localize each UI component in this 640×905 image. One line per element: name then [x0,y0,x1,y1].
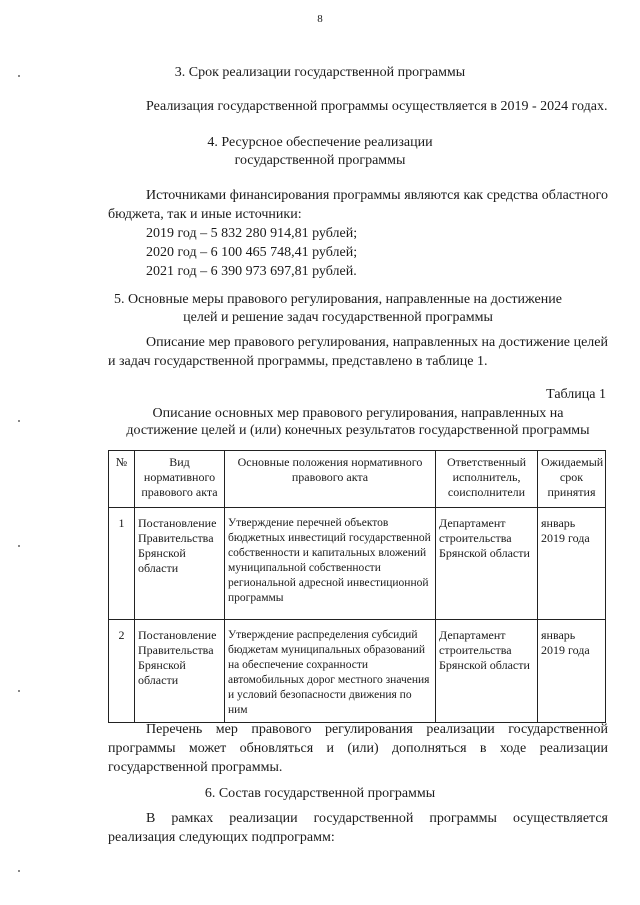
header-act-type: Вид нормативного правового акта [135,451,225,508]
section4-title-line2: государственной программы [234,153,406,168]
row-act-type: Постановление Правительства Брянской области [135,620,225,723]
table-caption-line2: достижение целей и (или) конечных результатов государственной программы [126,423,590,438]
funding-item-2021: 2021 год – 6 390 973 697,81 рублей. [146,264,357,279]
scan-speck [18,545,20,547]
section3-title: 3. Срок реализации государственной программы [174,65,466,80]
header-provisions: Основные положения нормативного правового акта [225,451,436,508]
row-responsible: Департамент строительства Брянской области [436,620,538,723]
row-term: январь 2019 года [538,508,606,620]
row-responsible: Департамент строительства Брянской области [436,508,538,620]
row-provisions: Утверждение перечней объектов бюджетных инвестиций государственной собственности и капитальных вложений муниципальной собственности региональной адресной инвестиционной программы [225,508,436,620]
header-num: № [109,451,135,508]
row-act-type: Постановление Правительства Брянской области [135,508,225,620]
funding-item-2020: 2020 год – 6 100 465 748,41 рублей; [146,245,358,260]
scan-speck [18,690,20,692]
row-num: 1 [109,508,135,620]
table-header-row [109,451,606,508]
row-provisions: Утверждение распределения субсидий бюджетам муниципальных образований на обеспечение сохранности автомобильных дорог местного значения и условий безопасности движения по ним [225,620,436,723]
section5-title-line2: целей и решение задач государственной программы [183,310,493,325]
after-table-text: Перечень мер правового регулирования реализации государственной программы может обновляться и (или) дополняться в ходе реализации государственной программы. [108,722,608,775]
section4-title-line1: 4. Ресурсное обеспечение реализации [207,135,433,150]
scan-speck [18,75,20,77]
section6-title: 6. Состав государственной программы [204,786,436,801]
header-responsible: Ответственный исполнитель, соисполнители [436,451,538,508]
table-row [109,508,606,620]
section5-text: Описание мер правового регулирования, направленных на достижение целей и задач государственной программы, представлено в таблице 1. [108,335,608,369]
scan-speck [18,870,20,872]
row-num: 2 [109,620,135,723]
section3-text: Реализация государственной программы осуществляется в 2019 - 2024 годах. [146,99,608,114]
table-row [109,620,606,723]
table-caption-line1: Описание основных мер правового регулирования, направленных на [152,406,564,421]
page-number: 8 [317,13,323,25]
funding-item-2019: 2019 год – 5 832 280 914,81 рублей; [146,226,358,241]
row-term: январь 2019 года [538,620,606,723]
table-label: Таблица 1 [546,387,606,402]
legal-measures-table [108,450,606,723]
section5-title-line1: 5. Основные меры правового регулирования, направленные на достижение [114,292,562,307]
section6-text: В рамках реализации государственной программы осуществляется реализация следующих подпрограмм: [108,811,608,845]
scan-speck [18,420,20,422]
section4-text: Источниками финансирования программы являются как средства областного бюджета, так и иные источники: [108,188,608,222]
header-term: Ожидаемый срок принятия [538,451,606,508]
